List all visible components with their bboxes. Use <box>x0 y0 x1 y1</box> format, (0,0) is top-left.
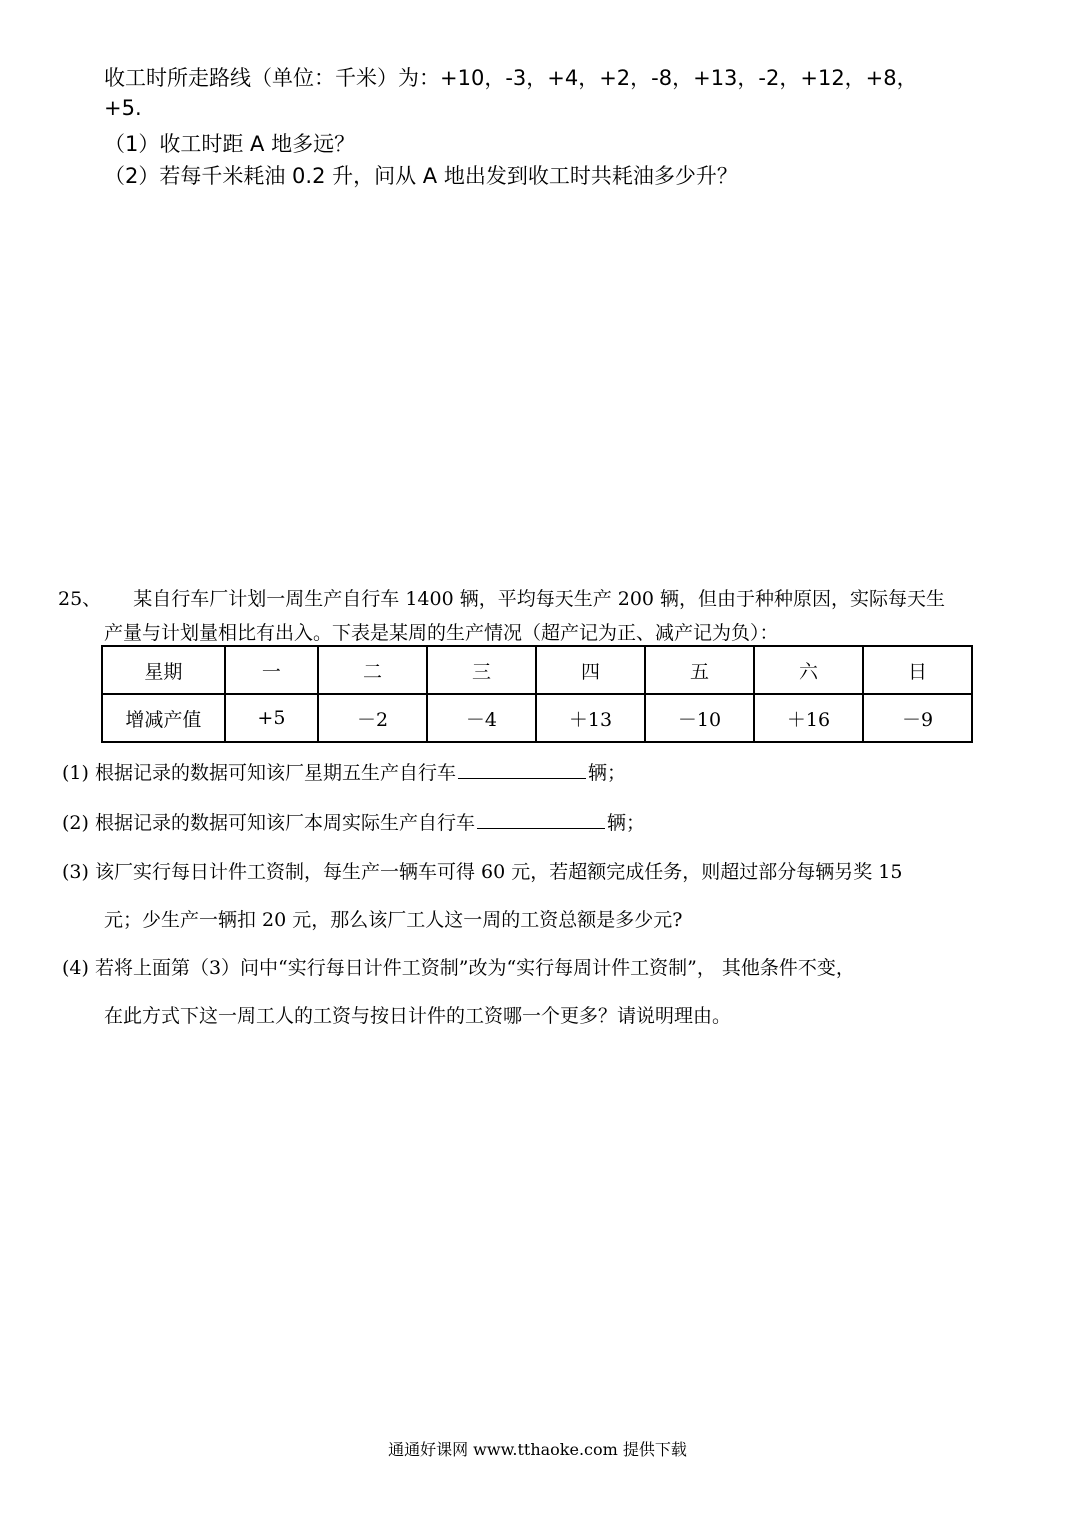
table-day-cell: 五 <box>645 646 754 694</box>
q25-part-1 <box>62 758 626 785</box>
answer-blank-1[interactable] <box>458 760 586 779</box>
table-value-cell: －4 <box>427 694 536 742</box>
table-day-cell: 六 <box>754 646 863 694</box>
table-value-row <box>102 694 972 742</box>
q24-route-line-end: +5. <box>104 96 142 120</box>
table-value-cell: －2 <box>318 694 427 742</box>
table-day-cell: 四 <box>536 646 645 694</box>
table-day-cell: 三 <box>427 646 536 694</box>
table-value-cell: －10 <box>645 694 754 742</box>
q25-part-1-text: (1) 根据记录的数据可知该厂星期五生产自行车 <box>62 762 456 784</box>
q25-number: 25、 <box>58 588 102 610</box>
table-header-row <box>102 646 972 694</box>
table-value-cell: ＋13 <box>536 694 645 742</box>
q25-part-4-line-1: (4) 若将上面第（3）问中“实行每日计件工资制”改为“实行每周计件工资制”， 其他条件不变， <box>62 957 855 979</box>
q25-intro-line-1 <box>58 584 945 611</box>
q25-part-2-unit: 辆； <box>606 812 645 834</box>
q25-part-2-text: (2) 根据记录的数据可知该厂本周实际生产自行车 <box>62 812 475 834</box>
q24-subquestion-2: （2）若每千米耗油 0.2 升，问从 A 地出发到收工时共耗油多少升？ <box>104 164 738 188</box>
answer-blank-2[interactable] <box>477 810 605 829</box>
q24-route-line: 收工时所走路线（单位：千米）为：+10，-3，+4，+2，-8，+13，-2，+12，+8， <box>104 66 918 90</box>
table-value-cell: +5 <box>225 694 318 742</box>
table-value-cell: ＋16 <box>754 694 863 742</box>
table-value-cell: －9 <box>863 694 972 742</box>
table-row-label: 增减产值 <box>102 694 225 742</box>
q25-intro-line-2: 产量与计划量相比有出入。下表是某周的生产情况（超产记为正、减产记为负）： <box>104 622 779 644</box>
table-header-label: 星期 <box>102 646 225 694</box>
q25-part-2 <box>62 808 645 835</box>
q25-intro-text-1: 某自行车厂计划一周生产自行车 1400 辆，平均每天生产 200 辆，但由于种种原因，实际每天生 <box>133 588 946 610</box>
table-day-cell: 二 <box>318 646 427 694</box>
table-day-cell: 日 <box>863 646 972 694</box>
q24-subquestion-1: （1）收工时距 A 地多远？ <box>104 132 356 156</box>
q25-part-4-line-2: 在此方式下这一周工人的工资与按日计件的工资哪一个更多？请说明理由。 <box>104 1005 732 1027</box>
q25-part-3-line-1: (3) 该厂实行每日计件工资制，每生产一辆车可得 60 元，若超额完成任务，则超过部分每辆另奖 15 <box>62 861 903 883</box>
q25-part-3-line-2: 元；少生产一辆扣 20 元，那么该厂工人这一周的工资总额是多少元? <box>104 909 683 931</box>
production-table <box>101 645 973 743</box>
q25-part-1-unit: 辆； <box>587 762 626 784</box>
page-footer: 通通好课网 www.tthaoke.com 提供下载 <box>388 1440 687 1459</box>
table-day-cell: 一 <box>225 646 318 694</box>
